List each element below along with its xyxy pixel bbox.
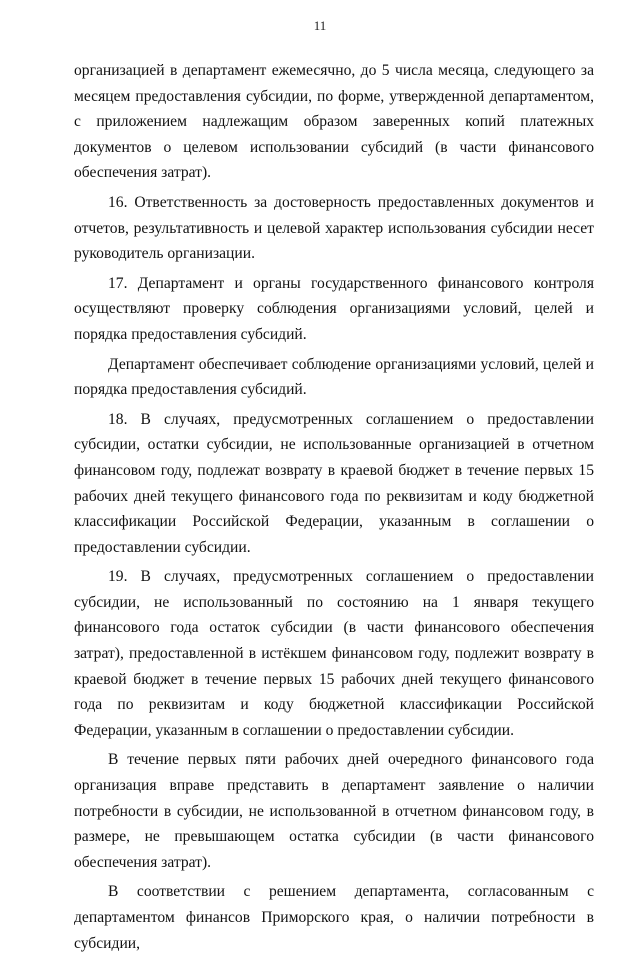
paragraph-18: 18. В случаях, предусмотренных соглашением о предоставлении субсидии, остатки субсидии, не использованные организацией в отчетном финансовом году, подлежат возврату в краевой бюджет в течение первых 15 рабочих дней текущего финансового года по реквизитам и коду бюджетной классификации Российской Федерации, указанным в соглашении о предоставлении субсидии. xyxy=(74,410,594,556)
paragraph-decision: В соответствии с решением департамента, согласованным с департаментом финансов Приморского края, о наличии потребности в субсидии, xyxy=(74,883,594,952)
page-number: 11 xyxy=(313,18,327,33)
paragraph-19: 19. В случаях, предусмотренных соглашением о предоставлении субсидии, не использованный по состоянию на 1 января текущего финансового года остаток субсидии (в части финансового обеспечения затрат), предоставленной в истёкшем финансовом году, подлежит возврату в краевой бюджет в течение первых 15 рабочих дней текущего финансового года по реквизитам и коду бюджетной классификации Российской Федерации, указанным в соглашении о предоставлении субсидии. xyxy=(74,568,594,739)
paragraph-16: 16. Ответственность за достоверность предоставленных документов и отчетов, результативность и целевой характер использования субсидии несет руководитель организации. xyxy=(74,193,594,263)
document-body xyxy=(74,58,594,952)
paragraph-continuation: организацией в департамент ежемесячно, до 5 числа месяца, следующего за месяцем предоставления субсидии, по форме, утвержденной департаментом, с приложением надлежащим образом заверенных копий платежных документов о целевом использовании субсидий (в части финансового обеспечения затрат). xyxy=(74,62,594,182)
paragraph-17: 17. Департамент и органы государственного финансового контроля осуществляют проверку соблюдения организациями условий, целей и порядка предоставления субсидий. xyxy=(74,274,594,343)
paragraph-application: В течение первых пяти рабочих дней очередного финансового года организация вправе представить в департамент заявление о наличии потребности в субсидии, не использованной в отчетном финансовом году, в размере, не превышающем остатка субсидии (в части финансового обеспечения затрат). xyxy=(74,751,594,871)
paragraph-department-compliance: Департамент обеспечивает соблюдение организациями условий, целей и порядка предоставления субсидий. xyxy=(74,355,594,399)
